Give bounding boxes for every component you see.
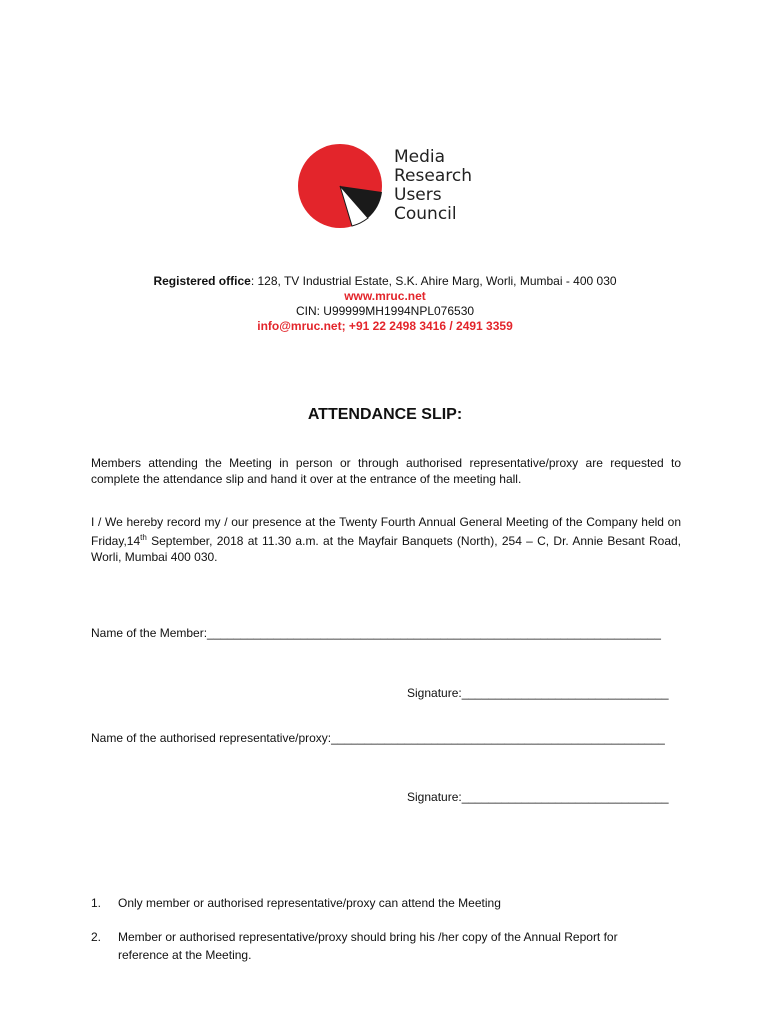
- logo-line: Users: [394, 185, 442, 205]
- presence-paragraph: [91, 514, 681, 565]
- registered-office-label: Registered office: [153, 274, 251, 288]
- intro-paragraph: Members attending the Meeting in person or through authorised representative/proxy are requested to complete the attendance slip and hand it over at the entrance of the meeting hall.: [91, 456, 681, 486]
- proxy-name-field[interactable]: Name of the authorised representative/proxy:__________________________________________________: [91, 731, 665, 745]
- note-text: Member or authorised representative/proxy should bring his /her copy of the Annual Report for reference at the Meeting.: [118, 930, 618, 962]
- page-title: ATTENDANCE SLIP:: [307, 406, 463, 423]
- presence-text-sup: th: [140, 533, 147, 542]
- presence-text-part1: I / We hereby record my / our presence at the Twenty Fourth Annual General Meeting of the Company held on Friday,14: [91, 515, 681, 548]
- proxy-signature-field[interactable]: Signature:_______________________________: [407, 790, 669, 804]
- registered-office-address: : 128, TV Industrial Estate, S.K. Ahire Marg, Worli, Mumbai - 400 030: [250, 274, 617, 288]
- presence-text-part2: September, 2018 at 11.30 a.m. at the Mayfair Banquets (North), 254 – C, Dr. Annie Besant Road, Worli, Mumbai 400 030.: [91, 534, 681, 564]
- contact-info[interactable]: info@mruc.net; +91 22 2498 3416 / 2491 3359: [257, 319, 513, 333]
- member-signature-field[interactable]: Signature:_______________________________: [407, 686, 669, 700]
- logo-line: Council: [394, 204, 457, 224]
- website-link[interactable]: www.mruc.net: [344, 289, 426, 303]
- registered-office-line: [0, 274, 770, 289]
- logo-wordmark: [394, 148, 472, 224]
- member-name-field[interactable]: Name of the Member:____________________________________________________________________: [91, 626, 661, 640]
- pie-logo-icon: [296, 142, 384, 230]
- logo-line: Media: [394, 147, 446, 167]
- logo-line: Research: [394, 166, 472, 186]
- note-number: 2.: [91, 930, 102, 944]
- cin-number: CIN: U99999MH1994NPL076530: [295, 304, 475, 318]
- mruc-logo: [296, 140, 486, 230]
- note-text: Only member or authorised representative/proxy can attend the Meeting: [118, 896, 501, 910]
- note-number: 1.: [91, 896, 102, 910]
